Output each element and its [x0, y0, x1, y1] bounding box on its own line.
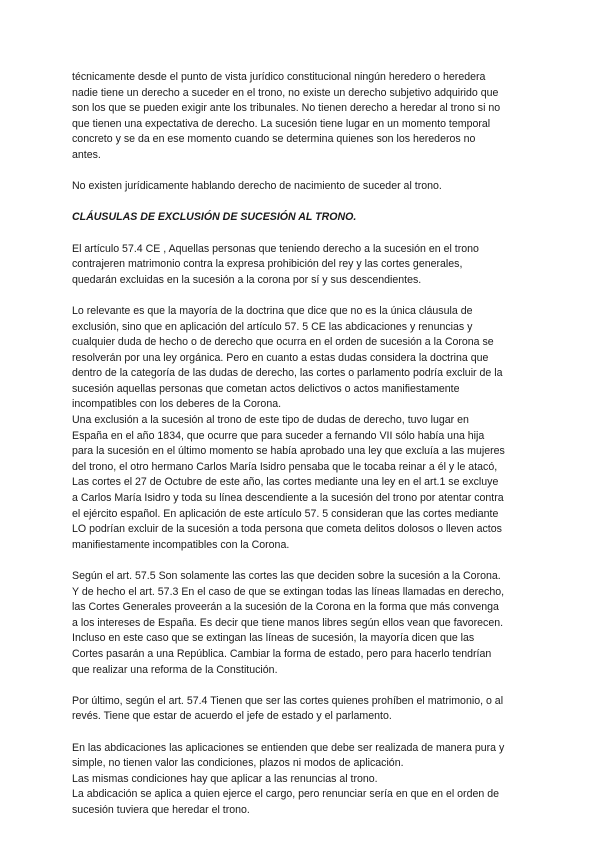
text-line: del trono, el otro hermano Carlos María Isidro pensaba que le tocaba reinar a él y le atacó,	[72, 460, 498, 473]
text-line: concreto y se da en ese momento cuando se determina quienes son los herederos no	[72, 133, 476, 146]
text-line: Por último, según el art. 57.4 Tienen que ser las cortes quienes prohíben el matrimonio, o al	[72, 694, 504, 707]
text-line: Lo relevante es que la mayoría de la doctrina que dice que no es la única cláusula de	[72, 304, 473, 317]
paragraph-doctrine	[72, 304, 532, 554]
text-line: que realizar una reforma de la Constitución.	[72, 663, 278, 676]
text-line: antes.	[72, 148, 101, 161]
text-line: Las cortes el 27 de Octubre de este año, las cortes mediante una ley en el art.1 se excluye	[72, 476, 499, 489]
text-line: En las abdicaciones las aplicaciones se entienden que debe ser realizada de manera pura y	[72, 741, 505, 754]
text-line: El artículo 57.4 CE , Aquellas personas que teniendo derecho a la sucesión en el trono	[72, 242, 479, 255]
text-line: No existen jurídicamente hablando derecho de nacimiento de suceder al trono.	[72, 180, 442, 193]
section-heading: CLÁUSULAS DE EXCLUSIÓN DE SUCESIÓN AL TRONO.	[72, 211, 357, 224]
text-line: cualquier duda de hecho o de derecho que ocurra en el orden de sucesión a la Corona se	[72, 336, 494, 349]
paragraph-abdication	[72, 741, 532, 819]
text-line: España en el año 1834, que ocurre que para suceder a fernando VII sólo había una hija	[72, 429, 485, 442]
paragraph-article-57-5	[72, 569, 532, 678]
paragraph-intro	[72, 70, 532, 164]
text-line: sucesión tuviera que heredar el trono.	[72, 803, 250, 816]
text-line: simple, no tienen valor las condiciones, plazos ni modos de aplicación.	[72, 757, 404, 770]
text-line: sucesión aquellas personas que cometan actos delictivos o actos manifiestamente	[72, 382, 460, 395]
paragraph-marriage	[72, 694, 532, 725]
text-line: contrajeren matrimonio contra la expresa prohibición del rey y las cortes generales,	[72, 258, 463, 271]
text-line: a los intereses de España. Es decir que tiene manos libres según ellos vean que favorecen.	[72, 616, 504, 629]
text-line: para la sucesión en el último momento se había aprobado una ley que excluía a las mujeres	[72, 445, 505, 458]
text-line: Una exclusión a la sucesión al trono de este tipo de dudas de derecho, tuvo lugar en	[72, 414, 469, 427]
text-line: resolverán por una ley orgánica. Pero en cuanto a estas dudas considera la doctrina que	[72, 351, 489, 364]
text-line: a Carlos María Isidro y toda su línea descendiente a la sucesión del trono por atentar contra	[72, 492, 504, 505]
text-line: exclusión, sino que en aplicación del artículo 57. 5 CE las abdicaciones y renuncias y	[72, 320, 473, 333]
text-line: Incluso en este caso que se extingan las líneas de sucesión, la mayoría dicen que las	[72, 632, 475, 645]
text-line: revés. Tiene que estar de acuerdo el jefe de estado y el parlamento.	[72, 710, 392, 723]
text-line: La abdicación se aplica a quien ejerce el cargo, pero renunciar sería en que en el orden de	[72, 788, 499, 801]
text-line: nadie tiene un derecho a suceder en el trono, no existe un derecho subjetivo adquirido que	[72, 86, 499, 99]
text-line: el ejército español. En aplicación de este artículo 57. 5 consideran que las cortes mediante	[72, 507, 499, 520]
text-line: quedarán excluidas en la sucesión a la corona por sí y sus descendientes.	[72, 273, 422, 286]
text-line: son los que se pueden exigir ante los tribunales. No tienen derecho a heredar al trono si no	[72, 102, 501, 115]
text-line: que tienen una expectativa de derecho. La sucesión tiene lugar en un momento temporal	[72, 117, 491, 130]
text-line: LO podrían excluir de la sucesión a toda persona que cometa delitos dolosos o lleven actos	[72, 523, 502, 536]
text-line: técnicamente desde el punto de vista jurídico constitucional ningún heredero o heredera	[72, 71, 486, 83]
paragraph-birthright	[72, 179, 532, 195]
text-line: Las mismas condiciones hay que aplicar a las renuncias al trono.	[72, 772, 378, 785]
paragraph-article-57-4	[72, 242, 532, 289]
text-line: incompatibles con los deberes de la Corona.	[72, 398, 282, 411]
text-line: Según el art. 57.5 Son solamente las cortes las que deciden sobre la sucesión a la Corona.	[72, 570, 501, 582]
text-line: manifiestamente incompatibles con la Corona.	[72, 538, 290, 551]
text-line: dentro de la categoría de las dudas de derecho, las cortes o parlamento podría excluir de la	[72, 367, 503, 380]
text-line: Y de hecho el art. 57.3 En el caso de que se extingan todas las líneas llamadas en derecho,	[72, 585, 505, 598]
text-line: las Cortes Generales proveerán a la sucesión de la Corona en la forma que más convenga	[72, 601, 499, 614]
text-line: Cortes pasarán a una República. Cambiar la forma de estado, pero para hacerlo tendrían	[72, 647, 492, 660]
